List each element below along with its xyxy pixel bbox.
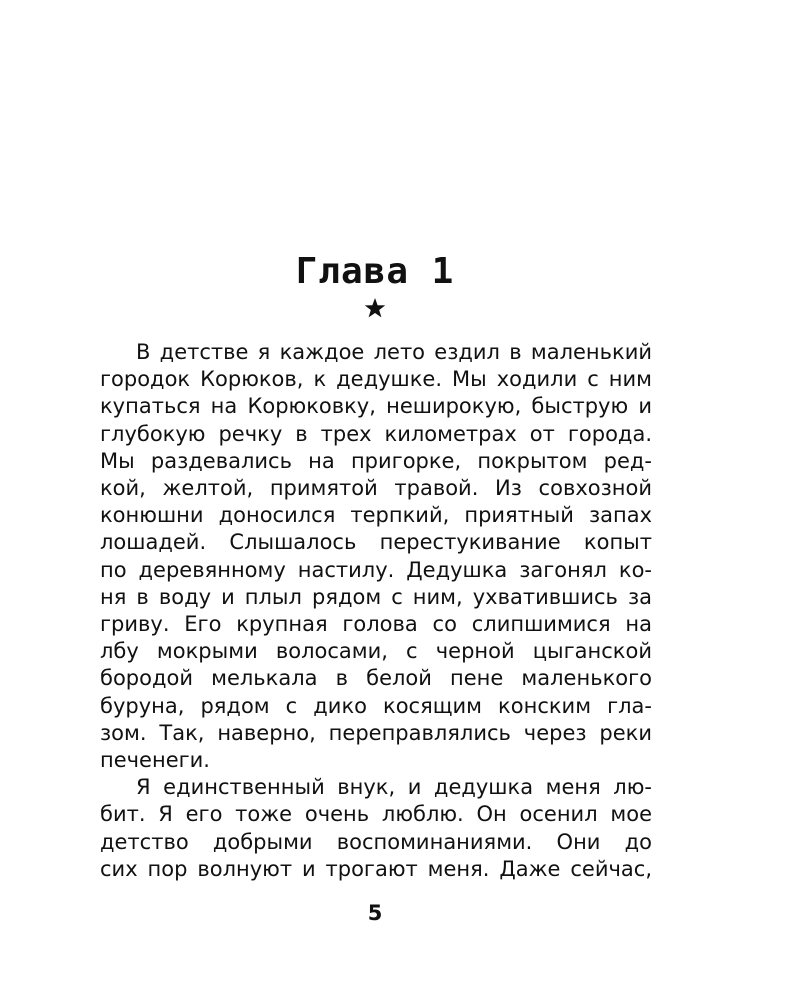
text-line: ня в воду и плыл рядом с ним, ухватившись за (100, 584, 652, 609)
text-line: по деревянному настилу. Дедушка загонял ко- (100, 557, 652, 582)
text-line: городок Корюков, к дедушке. Мы ходили с ним (100, 367, 652, 392)
text-line: бородой мелькала в белой пене маленького (100, 666, 652, 691)
text-line: В детстве я каждое лето ездил в маленький (136, 340, 652, 364)
chapter-title: Глава 1 (295, 251, 455, 292)
text-line: кой, желтой, примятой травой. Из совхозной (100, 476, 652, 501)
page-number: 5 (367, 901, 383, 925)
text-line: печенеги. (100, 748, 210, 773)
text-line: лошадей. Слышалось перестукивание копыт (100, 530, 652, 555)
text-line: гриву. Его крупная голова со слипшимися на (100, 612, 652, 637)
text-line: Я единственный внук, и дедушка меня лю- (136, 775, 652, 800)
text-line: бит. Я его тоже очень люблю. Он осенил мое (100, 802, 652, 827)
text-line: купаться на Корюковку, неширокую, быструю и (100, 394, 652, 419)
text-line: сих пор волнуют и трогают меня. Даже сейчас, (100, 856, 652, 881)
text-line: буруна, рядом с дико косящим конским гла- (100, 693, 652, 718)
text-line: зом. Так, наверно, переправлялись через реки (100, 720, 652, 745)
paragraph-2 (100, 774, 652, 883)
text-line: конюшни доносился терпкий, приятный запах (100, 503, 652, 528)
text-line: глубокую речку в трех километрах от города. (100, 421, 652, 446)
chapter-body (100, 339, 652, 883)
star-icon (363, 296, 387, 320)
text-line: детство добрыми воспоминаниями. Они до (100, 829, 652, 854)
paragraph-1 (100, 339, 652, 774)
text-line: Мы раздевались на пригорке, покрытом ред- (100, 448, 652, 473)
text-line: лбу мокрыми волосами, с черной цыганской (100, 639, 652, 664)
